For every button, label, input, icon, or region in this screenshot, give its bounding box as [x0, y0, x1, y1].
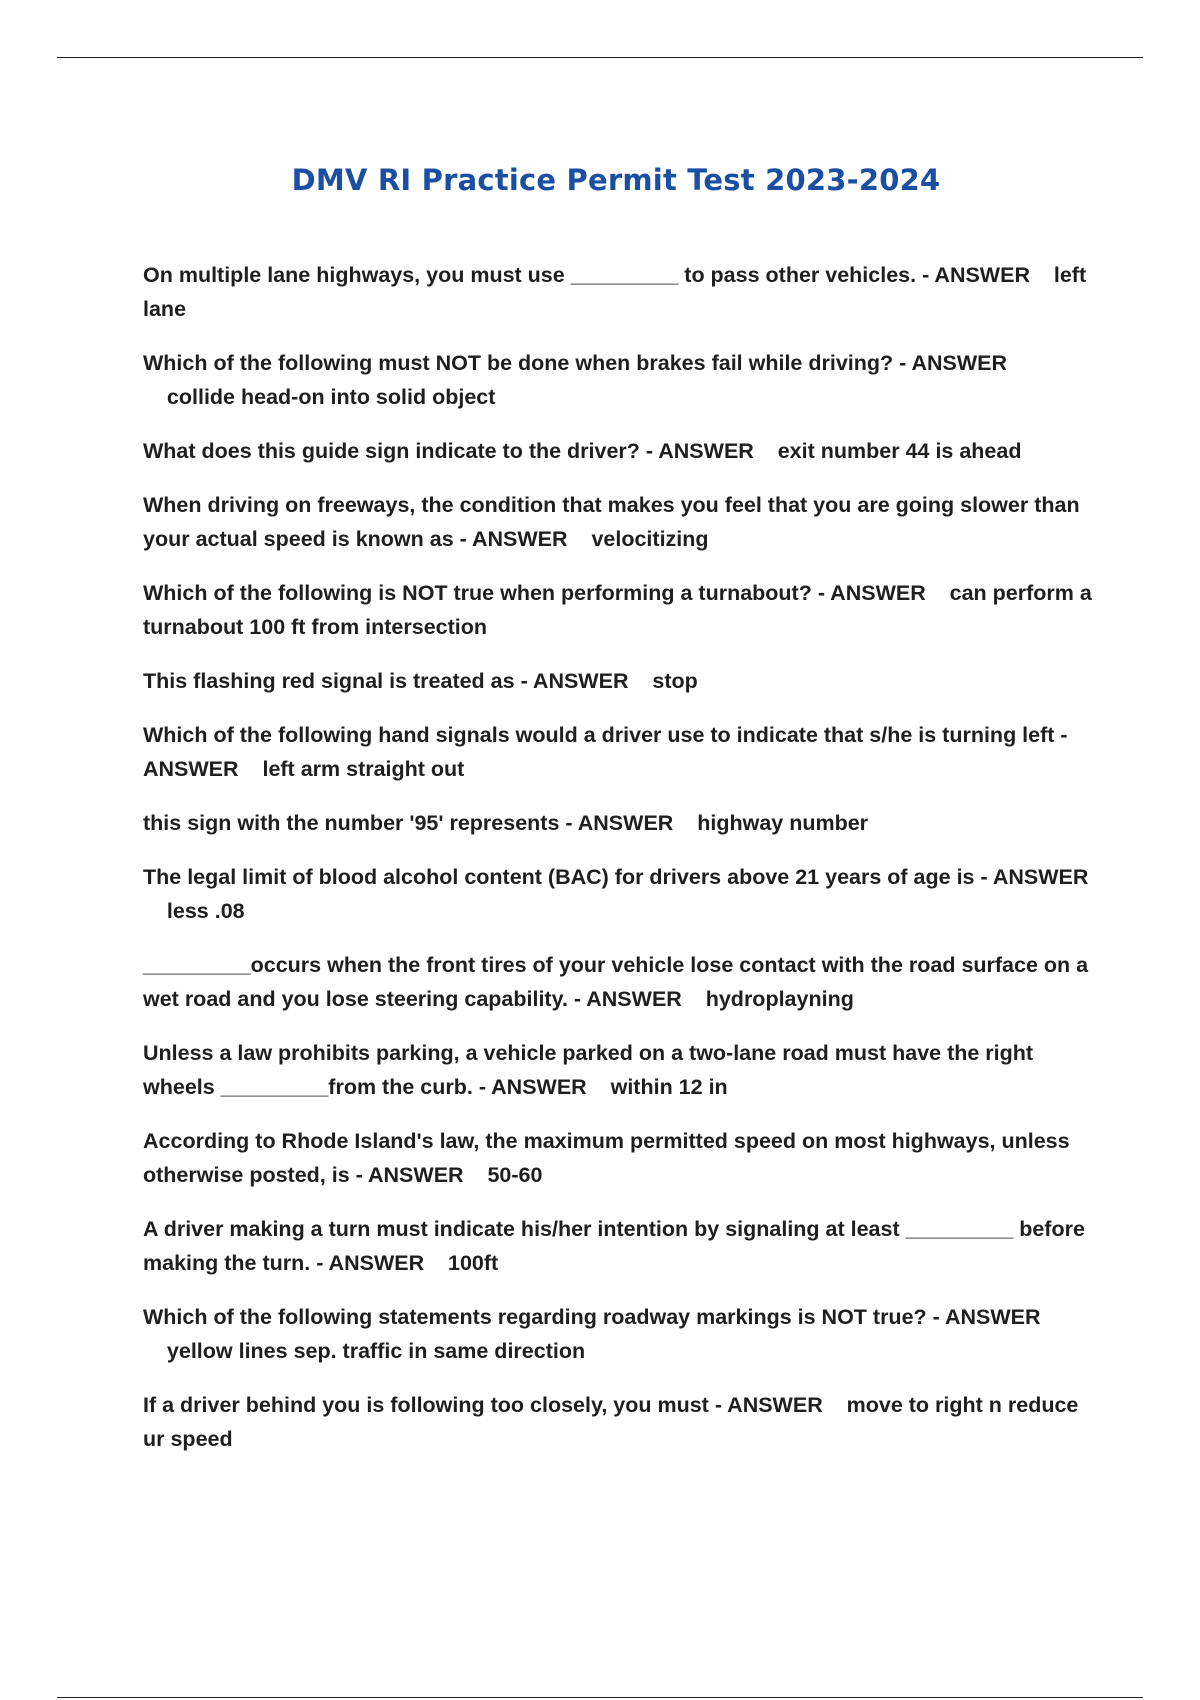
- question-text: On multiple lane highways, you must use _________ to pass other vehicles.: [143, 263, 917, 287]
- qa-item: [143, 1212, 1093, 1280]
- answer-marker: - ANSWER: [714, 1393, 823, 1417]
- question-text: Which of the following must NOT be done when brakes fail while driving?: [143, 351, 894, 375]
- answer-text: can perform a turnabout 100 ft from intersection: [143, 581, 1092, 639]
- question-text: this sign with the number '95' represents: [143, 811, 560, 835]
- question-text: A driver making a turn must indicate his/her intention by signaling at least _________ before making the turn.: [143, 1217, 1085, 1275]
- qa-item: [143, 258, 1093, 326]
- question-text: What does this guide sign indicate to the driver?: [143, 439, 640, 463]
- qa-item: [143, 718, 1093, 786]
- qa-item: [143, 346, 1093, 414]
- answer-text: move to right n reduce ur speed: [143, 1393, 1079, 1451]
- question-text: According to Rhode Island's law, the maximum permitted speed on most highways, unless otherwise posted, is: [143, 1129, 1070, 1187]
- qa-item: [143, 434, 1093, 468]
- qa-item: [143, 948, 1093, 1016]
- answer-text: stop: [652, 669, 698, 693]
- question-text: Unless a law prohibits parking, a vehicle parked on a two-lane road must have the right wheels _________from the curb.: [143, 1041, 1034, 1099]
- answer-marker: - ANSWER: [478, 1075, 587, 1099]
- answer-text: 100ft: [448, 1251, 499, 1275]
- answer-marker: - ANSWER: [520, 669, 629, 693]
- answer-marker: - ANSWER: [459, 527, 568, 551]
- qa-item: [143, 1036, 1093, 1104]
- answer-marker: - ANSWER: [817, 581, 926, 605]
- answer-text: within 12 in: [610, 1075, 728, 1099]
- answer-marker: - ANSWER: [899, 351, 1008, 375]
- answer-marker: - ANSWER: [980, 865, 1089, 889]
- qa-list: [143, 258, 1093, 1476]
- answer-text: left lane: [143, 263, 1087, 321]
- answer-marker: - ANSWER: [922, 263, 1030, 287]
- question-text: The legal limit of blood alcohol content (BAC) for drivers above 21 years of age is: [143, 865, 975, 889]
- top-rule: [57, 57, 1143, 58]
- qa-item: [143, 806, 1093, 840]
- qa-item: [143, 860, 1093, 928]
- qa-item: [143, 1388, 1093, 1456]
- question-text: Which of the following statements regarding roadway markings is NOT true?: [143, 1305, 927, 1329]
- document-title: DMV RI Practice Permit Test 2023-2024: [291, 163, 941, 198]
- qa-item: [143, 1124, 1093, 1192]
- answer-marker: - ANSWER: [143, 723, 1068, 781]
- question-text: If a driver behind you is following too closely, you must: [143, 1393, 709, 1417]
- qa-item: [143, 1300, 1093, 1368]
- answer-text: less .08: [166, 899, 245, 923]
- answer-marker: - ANSWER: [645, 439, 754, 463]
- answer-text: collide head-on into solid object: [166, 385, 496, 409]
- answer-text: exit number 44 is ahead: [777, 439, 1022, 463]
- answer-text: yellow lines sep. traffic in same direction: [166, 1339, 586, 1363]
- answer-text: velocitizing: [591, 527, 709, 551]
- question-text: _________occurs when the front tires of your vehicle lose contact with the road surface on a wet road and you lose steering capability.: [143, 953, 1089, 1011]
- qa-item: [143, 664, 1093, 698]
- answer-text: 50-60: [487, 1163, 543, 1187]
- question-text: This flashing red signal is treated as: [143, 669, 515, 693]
- answer-marker: - ANSWER: [316, 1251, 425, 1275]
- answer-marker: - ANSWER: [573, 987, 682, 1011]
- answer-marker: - ANSWER: [932, 1305, 1041, 1329]
- qa-item: [143, 488, 1093, 556]
- question-text: When driving on freeways, the condition that makes you feel that you are going slower than your actual speed is known as: [143, 493, 1080, 551]
- question-text: Which of the following is NOT true when performing a turnabout?: [143, 581, 812, 605]
- answer-text: hydroplayning: [705, 987, 854, 1011]
- answer-text: left arm straight out: [262, 757, 465, 781]
- bottom-rule: [57, 1697, 1143, 1698]
- answer-marker: - ANSWER: [565, 811, 674, 835]
- qa-item: [143, 576, 1093, 644]
- question-text: Which of the following hand signals would a driver use to indicate that s/he is turning left: [143, 723, 1055, 747]
- answer-marker: - ANSWER: [355, 1163, 464, 1187]
- answer-text: highway number: [697, 811, 869, 835]
